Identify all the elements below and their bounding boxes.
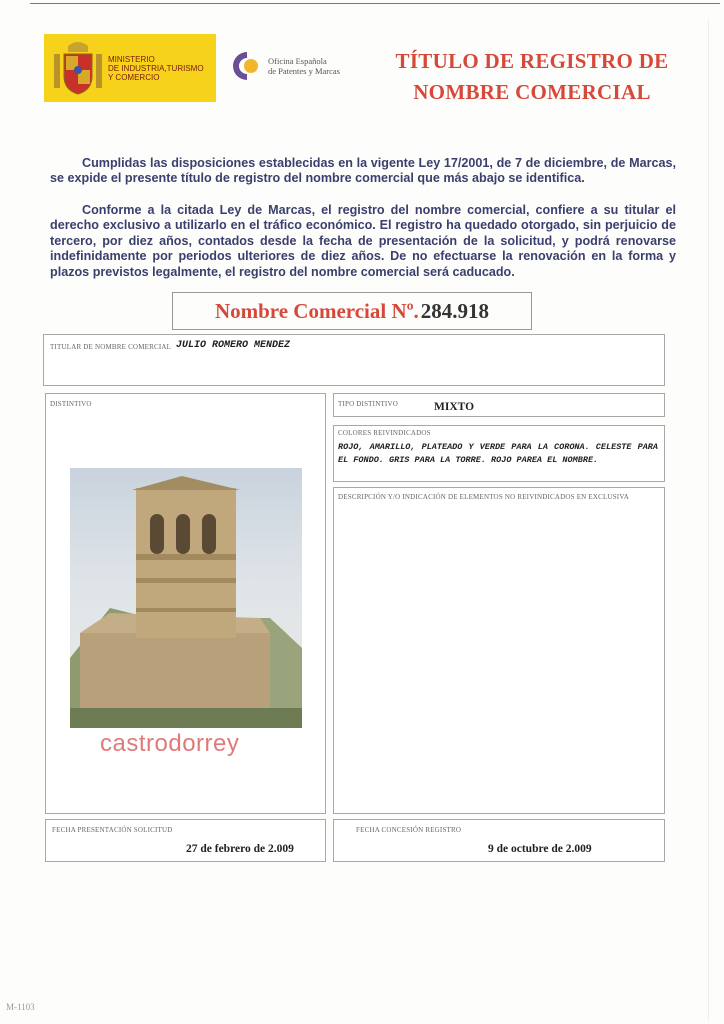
fecha-concesion-value: 9 de octubre de 2.009 [488,843,592,855]
registration-number: 284.918 [420,298,490,323]
fecha-concesion-box [333,819,665,862]
registration-label: Nombre Comercial Nº. [214,298,419,323]
ministry-name: MINISTERIO DE INDUSTRIA,TURISMO Y COMERCIO [108,54,204,82]
registration-number-box [172,292,532,330]
document-title [362,46,702,108]
tipo-value: MIXTO [434,401,475,413]
fecha-presentacion-value: 27 de febrero de 2.009 [186,843,294,855]
right-edge-shadow [708,20,709,1020]
fecha-concesion-label: FECHA CONCESIÓN REGISTRO [356,826,462,834]
coat-of-arms-icon [52,40,104,96]
tipo-box [333,393,665,417]
colores-value: ROJO, AMARILLO, PLATEADO Y VERDE PARA LA CORONA. CELESTE PARA EL FONDO. GRIS PARA LA TORRE. ROJO PAREA EL NOMBRE. [338,442,658,465]
descripcion-box [333,487,665,814]
brand-name-text: castrodorrey [100,730,240,757]
colores-box [333,425,665,482]
oepm-name: Oficina Española de Patentes y Marcas [268,56,340,76]
distintivo-label: DISTINTIVO [50,400,92,408]
form-code: M-1103 [6,1002,35,1012]
distintivo-image [70,468,302,728]
fecha-presentacion-label: FECHA PRESENTACIÓN SOLICITUD [52,826,173,834]
holder-value: JULIO ROMERO MENDEZ [176,340,291,351]
holder-box [43,334,665,386]
descripcion-label: DESCRIPCIÓN Y/O INDICACIÓN DE ELEMENTOS NO REIVINDICADOS EN EXCLUSIVA [338,493,629,501]
holder-label: TITULAR DE NOMBRE COMERCIAL [50,343,172,351]
intro-paragraph-1: Cumplidas las disposiciones establecidas en la vigente Ley 17/2001, de 7 de diciembre, de Marcas, se expide el presente título de registro del nombre comercial que más abajo se identifica. [50,156,676,186]
oepm-logo-icon [232,50,262,82]
title-line-1: TÍTULO DE REGISTRO DE [395,49,669,73]
ministry-logo [44,34,216,102]
top-rule [30,3,720,4]
title-line-2: NOMBRE COMERCIAL [413,80,651,104]
oepm-logo [232,50,340,82]
colores-label: COLORES REIVINDICADOS [338,429,431,437]
intro-paragraph-2: Conforme a la citada Ley de Marcas, el registro del nombre comercial, confiere a su titular el derecho exclusivo a utilizarlo en el tráfico económico. El registro ha quedado otorgado, sin perjuicio de tercero, por diez años, contados desde la fecha de presentación de la solicitud, y podrá renovarse indefinidamente por periodos ulteriores de diez años. De no efectuarse la renovación en la forma y plazos previstos legalmente, el registro del nombre comercial será caducado. [50,203,676,279]
fecha-presentacion-box [45,819,326,862]
tipo-label: TIPO DISTINTIVO [338,400,398,408]
church-tower-image [70,468,302,728]
